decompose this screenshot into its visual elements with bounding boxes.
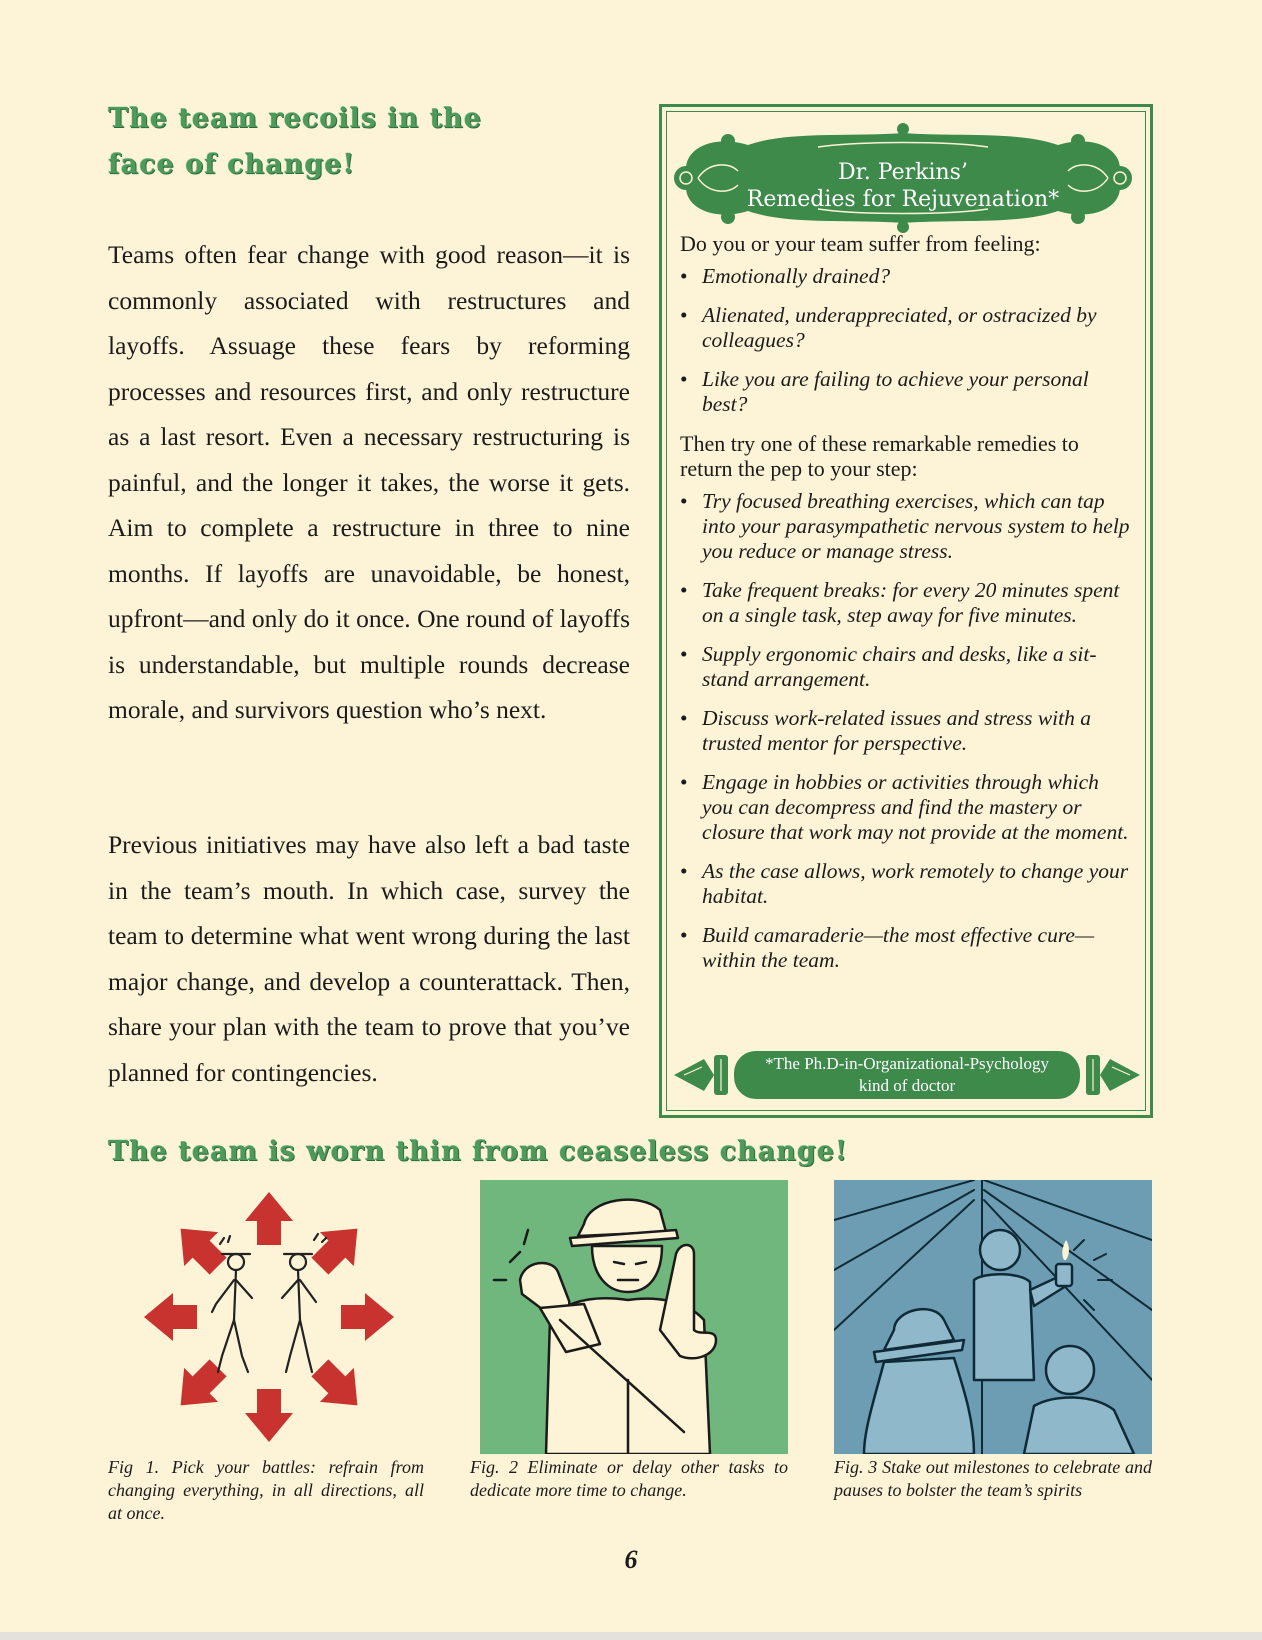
remedies-title-line-2: Remedies for Rejuvenation*	[746, 187, 1060, 212]
symptom-item: • Emotionally drained?	[680, 264, 1132, 289]
celebration-illustration-icon	[834, 1180, 1152, 1454]
section-heading-worn-thin: The team is worn thin from ceaseless change!	[108, 1136, 848, 1167]
remedy-item: • Supply ergonomic chairs and desks, like a sit-stand arrangement.	[680, 642, 1132, 692]
remedy-item: • Try focused breathing exercises, which can tap into your parasympathetic nervous system to help you reduce or manage stress.	[680, 489, 1132, 564]
remedy-item: • Discuss work-related issues and stress with a trusted mentor for perspective.	[680, 706, 1132, 756]
remedies-box	[659, 104, 1153, 1118]
figure-3	[834, 1180, 1152, 1454]
remedies-title-cartouche	[668, 123, 1138, 233]
remedy-item: • Build camaraderie—the most effective cure—within the team.	[680, 923, 1132, 973]
section-heading-recoils: The team recoils in the face of change!	[108, 103, 482, 180]
man-halting-illustration-icon	[480, 1180, 788, 1454]
remedies-transition: Then try one of these remarkable remedies to return the pep to your step:	[680, 431, 1079, 481]
symptoms-list	[680, 264, 1132, 417]
remedy-item: • As the case allows, work remotely to change your habitat.	[680, 859, 1132, 909]
remedies-title	[668, 159, 1138, 213]
symptom-item: • Like you are failing to achieve your personal best?	[680, 367, 1132, 417]
footnote-line-1: *The Ph.D-in-Organizational-Psychology	[765, 1054, 1049, 1073]
page-number: 6	[624, 1545, 638, 1574]
remedy-item: • Take frequent breaks: for every 20 minutes spent on a single task, step away for five minutes.	[680, 578, 1132, 628]
paragraph-previous-initiatives: Previous initiatives may have also left a bad taste in the team’s mouth. In which case, survey the team to determine what went wrong during the last major change, and develop a counterattack. Then, share your plan with the team to prove that you’ve planned for contingencies.	[108, 830, 630, 1087]
viewer-background	[0, 1632, 1262, 1640]
remedy-item: • Engage in hobbies or activities through which you can decompress and find the mastery or closure that work may not provide at the moment.	[680, 770, 1132, 845]
symptom-item: • Alienated, underappreciated, or ostracized by colleagues?	[680, 303, 1132, 353]
remedies-content	[680, 231, 1132, 987]
remedies-title-line-1: Dr. Perkins’	[838, 160, 968, 185]
figure-1-caption: Fig 1. Pick your battles: refrain from changing everything, in all directions, all at once.	[108, 1457, 424, 1523]
footnote-banner	[674, 1049, 1140, 1101]
figure-2	[480, 1180, 788, 1454]
arrows-in-all-directions-illustration-icon	[118, 1180, 420, 1454]
figure-3-caption: Fig. 3 Stake out milestones to celebrate and pauses to bolster the team’s spirits	[834, 1457, 1152, 1500]
figure-1	[118, 1180, 420, 1454]
footnote-text	[674, 1053, 1140, 1097]
paragraph-restructure: Teams often fear change with good reason—it is commonly associated with restructures and layoffs. Assuage these fears by reforming processes and resources first, and only restructure as a last resort. Even a necessary restructuring is painful, and the longer it takes, the worse it gets. Aim to complete a restructure in three to nine months. If layoffs are unavoidable, be honest, upfront—and only do it once. One round of layoffs is understandable, but multiple rounds decrease morale, and survivors question who’s next.	[108, 240, 630, 724]
remedies-list	[680, 489, 1132, 973]
remedies-question: Do you or your team suffer from feeling:	[680, 231, 1041, 256]
figure-2-caption: Fig. 2 Eliminate or delay other tasks to dedicate more time to change.	[470, 1457, 788, 1500]
footnote-line-2: kind of doctor	[858, 1076, 956, 1095]
